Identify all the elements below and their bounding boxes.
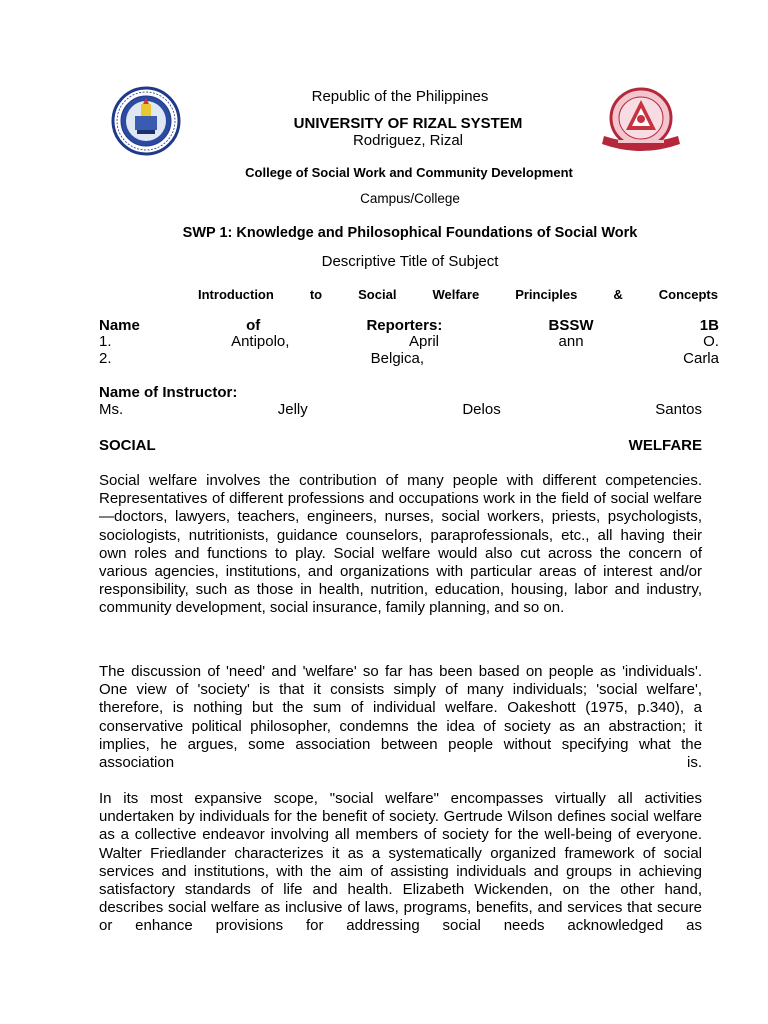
- instructor-label: Name of Instructor:: [99, 384, 238, 401]
- topic-word: Social: [358, 287, 397, 302]
- reporters-word: Name: [99, 317, 140, 334]
- reporter-word: Carla: [683, 350, 719, 367]
- section-heading: [99, 437, 702, 454]
- reporters-word: Reporters:: [366, 317, 443, 334]
- reporter-row-1: [99, 333, 719, 350]
- university-location: Rodriguez, Rizal: [352, 132, 464, 149]
- topic-word: Principles: [515, 287, 578, 302]
- paragraph-2: The discussion of 'need' and 'welfare' so far has been based on people as 'individuals'. One view of 'society' is that it consists simply of many individuals; 'social welfare', therefore, is nothing but the sum of individual welfare. Oakeshott (1975, p.340), a conservative political philosopher, condemns the idea of society as an abstraction; it implies, he argues, some association between people without specifying what the association is.: [99, 663, 702, 772]
- reporters-heading: [99, 317, 719, 334]
- republic-line: Republic of the Philippines: [311, 88, 489, 105]
- section-word: WELFARE: [628, 437, 702, 454]
- campus-label: Campus/College: [360, 191, 460, 206]
- topic-word: to: [309, 287, 323, 302]
- reporter-row-2: [99, 350, 719, 367]
- reporter-word: 1.: [99, 333, 112, 350]
- reporters-word: 1B: [699, 317, 719, 334]
- reporter-word: 2.: [99, 350, 112, 367]
- instructor-word: Jelly: [277, 401, 308, 418]
- reporter-word: Antipolo,: [231, 333, 290, 350]
- reporters-word: of: [246, 317, 261, 334]
- college-name: College of Social Work and Community Development: [245, 165, 573, 180]
- university-seal-left: [111, 86, 181, 156]
- topic-word: Introduction: [198, 287, 274, 302]
- instructor-name: [99, 401, 702, 418]
- reporter-word: Belgica,: [370, 350, 425, 367]
- instructor-word: Ms.: [99, 401, 124, 418]
- reporters-word: BSSW: [548, 317, 594, 334]
- topic-word: Welfare: [432, 287, 480, 302]
- paragraph-1: Social welfare involves the contribution of many people with different competencies. Representatives of different professions and occupations work in the field of social welfare—doctors, lawyers, teachers, engineers, nurses, social workers, priests, psychologists, sociologists, nutritionists, guidance counselors, paraprofessionals, etc., all having their own roles and functions to play. Social welfare would also cut across the concern of various agencies, institutions, and organizations with particular areas of interest and/or responsibility, such as those in health, nutrition, education, housing, labor and industry, community development, social insurance, family planning, and so on.: [99, 472, 702, 617]
- subject-label: Descriptive Title of Subject: [321, 253, 499, 270]
- instructor-word: Santos: [655, 401, 702, 418]
- university-name: UNIVERSITY OF RIZAL SYSTEM: [293, 115, 523, 132]
- reporter-word: O.: [703, 333, 719, 350]
- topic-line: [198, 286, 718, 303]
- reporter-word: April: [408, 333, 439, 350]
- college-seal-right: [596, 86, 686, 158]
- topic-word: Concepts: [658, 287, 718, 302]
- topic-word: &: [613, 287, 623, 302]
- section-word: SOCIAL: [99, 437, 156, 454]
- paragraph-3: In its most expansive scope, "social welfare" encompasses virtually all activities undertaken by individuals for the benefit of society. Gertrude Wilson defines social welfare as a collective endeavor involving all members of society for the well-being of everyone. Walter Friedlander characterizes it as a systematically organized framework of social services and institutions, with the aim of assisting individuals and groups in achieving satisfactory standards of life and health. Elizabeth Wickenden, on the other hand, describes social welfare as inclusive of laws, programs, benefits, and services that secure or enhance provisions for addressing social needs acknowledged as: [99, 790, 702, 935]
- subject-title: SWP 1: Knowledge and Philosophical Foundations of Social Work: [182, 225, 638, 241]
- reporter-word: ann: [558, 333, 584, 350]
- instructor-word: Delos: [462, 401, 501, 418]
